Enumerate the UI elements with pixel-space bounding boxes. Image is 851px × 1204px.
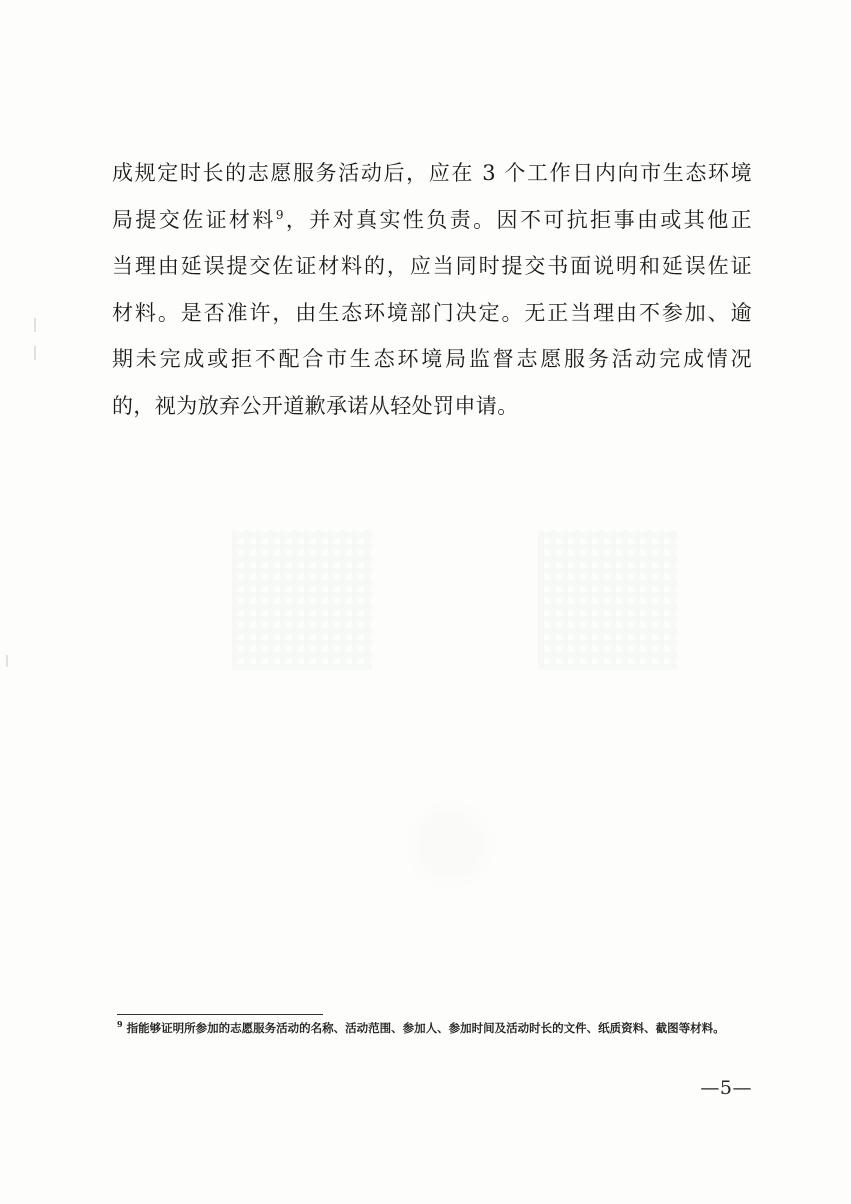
scan-artifact [34, 318, 36, 332]
body-line-2 [112, 197, 752, 244]
footnote-separator [117, 1014, 323, 1015]
page-number: —5— [700, 1077, 752, 1099]
body-line-2-end: ，并对真实性负责。因不可抗拒事由或其他正 [283, 207, 752, 232]
body-line-2-start: 局提交佐证材料 [112, 207, 276, 232]
scan-artifact [34, 346, 36, 360]
footnote-text: 指能够证明所参加的志愿服务活动的名称、活动范围、参加人、参加时间及活动时长的文件、纸质资料、截图等材料。 [126, 1021, 725, 1035]
body-line-6: 的，视为放弃公开道歉承诺从轻处罚申请。 [112, 393, 519, 418]
body-line-1: 成规定时长的志愿服务活动后，应在 3 个工作日内向市生态环境 [112, 161, 752, 185]
body-paragraph [112, 150, 752, 429]
faint-seal-watermark [395, 790, 505, 900]
footnote [117, 1020, 751, 1037]
scan-artifact [6, 655, 8, 667]
faint-qr-watermark-right [538, 530, 678, 670]
body-line-4: 材料。是否准许，由生态环境部门决定。无正当理由不参加、逾 [112, 300, 752, 325]
footnote-number: 9 [117, 1019, 123, 1030]
body-line-3: 当理由延误提交佐证材料的，应当同时提交书面说明和延误佐证 [112, 254, 752, 278]
footnote-reference: 9 [275, 207, 284, 222]
faint-qr-watermark-left [232, 530, 372, 670]
body-line-5: 期未完成或拒不配合市生态环境局监督志愿服务活动完成情况 [112, 347, 752, 371]
